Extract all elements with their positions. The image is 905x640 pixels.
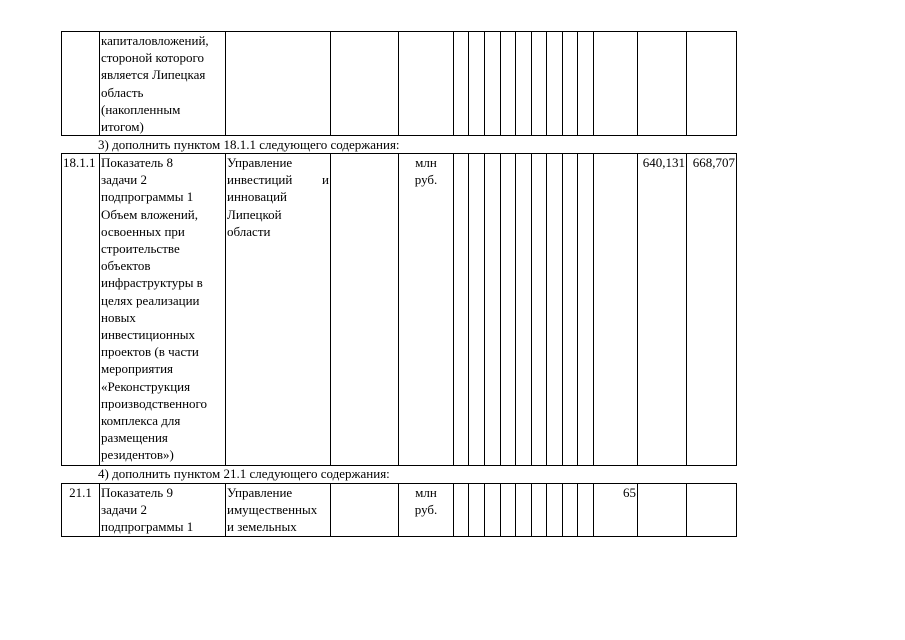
name-line: область — [101, 84, 144, 100]
name-line: инфраструктуры в — [101, 275, 203, 291]
table-fragment-1 — [61, 31, 737, 136]
empty-cell — [547, 32, 563, 136]
empty-cell — [501, 484, 516, 537]
name-line: инвестиционных — [101, 327, 196, 343]
executor-line: инноваций — [227, 189, 287, 205]
num-cell: 18.1.1 — [62, 154, 100, 466]
empty-cell — [501, 154, 516, 466]
empty-cell — [485, 484, 501, 537]
name-line: (накопленным — [101, 101, 181, 117]
name-line: задачи 2 — [101, 502, 148, 518]
name-line: размещения — [101, 430, 168, 446]
empty-cell — [532, 154, 547, 466]
name-line: мероприятия — [101, 361, 174, 377]
empty-cell — [516, 32, 532, 136]
value-cell: 668,707 — [687, 154, 737, 466]
name-line: строительстве — [101, 241, 180, 257]
name-line: новых — [101, 309, 136, 325]
name-line: подпрограммы 1 — [101, 189, 194, 205]
empty-cell — [547, 154, 563, 466]
executor-cell — [226, 154, 331, 466]
empty-cell — [485, 32, 501, 136]
unit-line: руб. — [414, 502, 438, 518]
empty-cell — [331, 32, 399, 136]
num-cell — [62, 32, 100, 136]
value-cell: 640,131 — [638, 154, 687, 466]
empty-cell — [485, 154, 501, 466]
executor-line: Управление — [227, 485, 293, 500]
empty-cell — [594, 154, 638, 466]
indicator-name-cell — [100, 32, 226, 136]
empty-cell — [454, 32, 469, 136]
empty-cell — [687, 32, 737, 136]
executor-line: и земельных — [227, 519, 297, 535]
table-row — [62, 154, 737, 466]
empty-cell — [563, 484, 578, 537]
table-fragment-2 — [61, 153, 737, 466]
empty-cell — [638, 32, 687, 136]
empty-cell — [469, 32, 485, 136]
unit-line: руб. — [414, 172, 438, 188]
unit-cell — [399, 154, 454, 466]
executor-word: и — [322, 172, 329, 188]
name-line: капиталовложений, — [101, 33, 209, 48]
unit-line: млн — [415, 485, 437, 500]
empty-cell — [516, 154, 532, 466]
empty-cell — [501, 32, 516, 136]
empty-cell — [331, 154, 399, 466]
amendment-note-3: 3) дополнить пунктом 18.1.1 следующего содержания: — [98, 137, 400, 152]
name-line: подпрограммы 1 — [101, 519, 194, 535]
executor-line: области — [227, 223, 271, 239]
executor-line: Липецкой — [227, 206, 282, 222]
unit-cell — [399, 32, 454, 136]
empty-cell — [578, 154, 594, 466]
table-row — [62, 484, 737, 537]
empty-cell — [578, 484, 594, 537]
name-line: Показатель 8 — [101, 155, 173, 170]
empty-cell — [532, 32, 547, 136]
name-line: итогом) — [101, 119, 144, 135]
name-line: резидентов») — [101, 447, 174, 463]
executor-line — [227, 171, 329, 188]
empty-cell — [638, 484, 687, 537]
indicator-name-cell — [100, 484, 226, 537]
unit-line: млн — [415, 155, 437, 170]
name-line: задачи 2 — [101, 172, 148, 188]
indicator-name-cell — [100, 154, 226, 466]
empty-cell — [532, 484, 547, 537]
empty-cell — [563, 154, 578, 466]
table-row — [62, 32, 737, 136]
name-line: стороной которого — [101, 50, 204, 66]
unit-cell — [399, 484, 454, 537]
name-line: объектов — [101, 258, 151, 274]
value-cell: 65 — [594, 484, 638, 537]
executor-cell — [226, 32, 331, 136]
name-line: является Липецкая — [101, 67, 206, 83]
empty-cell — [547, 484, 563, 537]
num-cell: 21.1 — [62, 484, 100, 537]
empty-cell — [594, 32, 638, 136]
name-line: комплекса для — [101, 413, 181, 429]
empty-cell — [687, 484, 737, 537]
name-line: проектов (в части — [101, 344, 199, 360]
amendment-note-4: 4) дополнить пунктом 21.1 следующего содержания: — [98, 466, 390, 481]
executor-line: имущественных — [227, 502, 318, 518]
executor-word: инвестиций — [227, 172, 293, 188]
empty-cell — [469, 484, 485, 537]
executor-cell — [226, 484, 331, 537]
name-line: Объем вложений, — [101, 206, 198, 222]
name-line: целях реализации — [101, 292, 200, 308]
empty-cell — [454, 484, 469, 537]
empty-cell — [331, 484, 399, 537]
table-fragment-3 — [61, 483, 737, 537]
name-line: Показатель 9 — [101, 485, 173, 500]
name-line: «Реконструкция — [101, 378, 191, 394]
empty-cell — [578, 32, 594, 136]
empty-cell — [454, 154, 469, 466]
empty-cell — [516, 484, 532, 537]
name-line: производственного — [101, 395, 208, 411]
name-line: освоенных при — [101, 223, 185, 239]
empty-cell — [563, 32, 578, 136]
executor-line: Управление — [227, 155, 293, 170]
empty-cell — [469, 154, 485, 466]
